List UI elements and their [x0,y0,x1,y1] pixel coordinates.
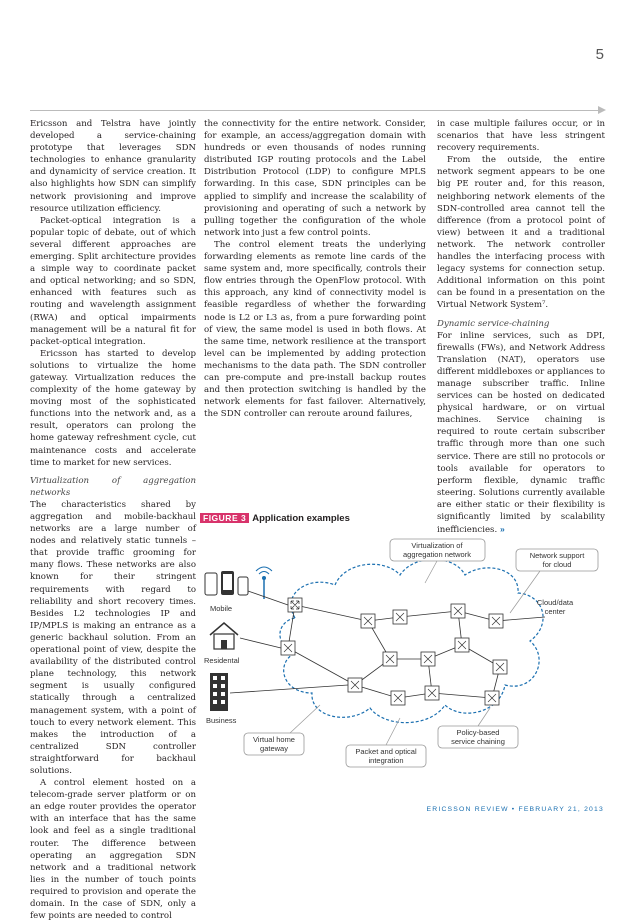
router-icon [485,691,499,705]
paragraph: Packet-optical integration is a popular topic of debate, out of which several different approaches are emerging. Split architecture provides a simple way to coordinate packet and optical networking; and so SDN, enhanced with features such as routing and wavelength assignment (RWA) and optical impairments management will be a natural fit for packet-optical integration. [30,215,196,347]
column-1 [30,118,196,922]
callout-text: gateway [260,744,288,753]
figure-3 [200,513,606,778]
mobile-label: Mobile [210,604,233,613]
antenna-icon [256,567,272,599]
callout-text: aggregation network [403,550,471,559]
building-icon [210,673,228,711]
router-icon [451,604,465,618]
cloud-label: Cloud/data [536,598,574,607]
footer: ERICSSON REVIEW • FEBRUARY 21, 2013 [426,806,604,813]
column-2 [204,118,426,420]
router-icon [489,614,503,628]
business-label: Business [206,716,237,725]
application-diagram [200,513,606,778]
paragraph: Ericsson has started to develop solutions to virtualize the home gateway. Virtualization reduces the complexity of the home gateway by moving most of the sophisticated functions into the network and, as a result, operators can prolong the home gateway refreshment cycle, cut maintenance costs and accelerate time to market for new services. [30,348,196,468]
paragraph: The control element treats the underlying forwarding elements as remote line cards of the same system and, more specifically, controls their flow entries through the OpenFlow protocol. With this approach, any kind of connectivity model is feasible regardless of whether the forwarding node is L2 or L3 as, from a pure forwarding point of view, the same model is used in both flows. At the same time, network resilience at the transport level can be implemented by adding protection mechanisms to the data path. The SDN controller can pre-compute and pre-install backup routes and then protection switching is handled by the network elements for fast failover. Alternatively, the SDN controller can reroute around failures, [204,239,426,420]
callout-text: for cloud [542,560,572,569]
router-icon [288,598,302,612]
router-icon [383,652,397,666]
router-icon [348,678,362,692]
router-icon [393,610,407,624]
callout-packet-optical [346,718,426,767]
paragraph: the connectivity for the entire network. Consider, for example, an access/aggregation domain with hundreds or even thousands of nodes running distributed IGP routing protocols and the Label Distribution Protocol (LDP) to configure MPLS forwarding. In this case, SDN principles can be applied to simplify and increase the scalability of provisioning and operating of such a network by pulling together the configuration of the whole network into just a few control points. [204,119,426,238]
section-heading: Dynamic service-chaining [437,318,550,329]
paragraph: in case multiple failures occur, or in scenarios that have less stringent recovery requirements. [437,119,605,154]
callout-text: Packet and optical [355,747,417,756]
callout-text: Network support [529,551,585,560]
paragraph: The characteristics shared by aggregation and mobile-backhaul networks are a large number of nodes and relatively static tunnels – that provide traffic grooming for many flows. These networks are also known for their stringent requirements with regard to reliability and short recovery times. Besides L2 technologies IP and IP/MPLS is making an entrance as a generic backhaul solution. From an operational point of view, despite the availability of the distributed control plane technology, this network segment is usually configured statically through a centralized management system, with a point of touch to every network element. This makes the introduction of a centralized SDN controller straightforward for backhaul solutions. [30,499,196,776]
paragraph: From the outside, the entire network segment appears to be one big PE router and, for this reason, neighboring network elements of the SDN-controlled area cannot tell the difference (from a protocol point of view) between it and a traditional network. The network controller handles the interfacing process with legacy systems for connection setup. Additional information on this point can be found in a presentation on the Virtual Network System⁷. [437,155,605,311]
section-heading: Virtualization of aggregation networks [30,475,196,498]
callout-policy-chaining [438,708,518,748]
figure-tag: FIGURE 3 [200,513,249,523]
paragraph-text: For inline services, such as DPI, firewalls (FWs), and Network Address Translation (NAT), operators use different middleboxes or appliances to manage subscriber traffic. Inline services can be hosted on dedicated physical hardware, or on virtual machines. Service chaining is required to route certain subscriber traffic through more than one such service. There are still no protocols or tools available for operators to perform flexible, dynamic traffic steering. Solutions currently available are either static or their flexibility is significantly limited by scalability inefficiencies. [437,330,605,536]
callout-text: Policy-based [456,728,500,737]
router-icon [493,660,507,674]
callout-text: integration [368,756,404,765]
page-number: 5 [595,46,604,63]
callout-text: Virtual home [253,735,295,744]
house-icon [210,623,238,649]
callout-text: service chaining [451,737,505,746]
mobile-icon [205,571,248,595]
router-icon [455,638,469,652]
residential-label: Residental [204,656,240,665]
callout-virtual-home-gateway [244,705,320,755]
router-icon [391,691,405,705]
column-3 [437,118,605,536]
router-icon [361,614,375,628]
callout-text: Virtualization of [411,541,463,550]
paragraph: Ericsson and Telstra have jointly developed a service-chaining prototype that leverages SDN technologies to enhance granularity and dynamicity of service creation. It also highlights how SDN can simplify network provisioning and improve resource utilization efficiency. [30,119,196,214]
top-rule [30,110,598,111]
paragraph: A control element hosted on a telecom-grade server platform or on an edge router provides the operator with an interface that has the same look and feel as a single traditional router. The difference between operating an aggregation SDN network and a traditional network lies in the number of touch points required to provision and operate the domain. In the case of SDN, only a few points are needed to control [30,778,196,922]
paragraph [437,330,605,537]
figure-caption: Application examples [252,513,350,524]
continue-icon: » [499,524,505,535]
router-icon [421,652,435,666]
router-icon [425,686,439,700]
router-icon [281,641,295,655]
cloud-label: center [544,607,566,616]
network-cloud [280,559,543,722]
